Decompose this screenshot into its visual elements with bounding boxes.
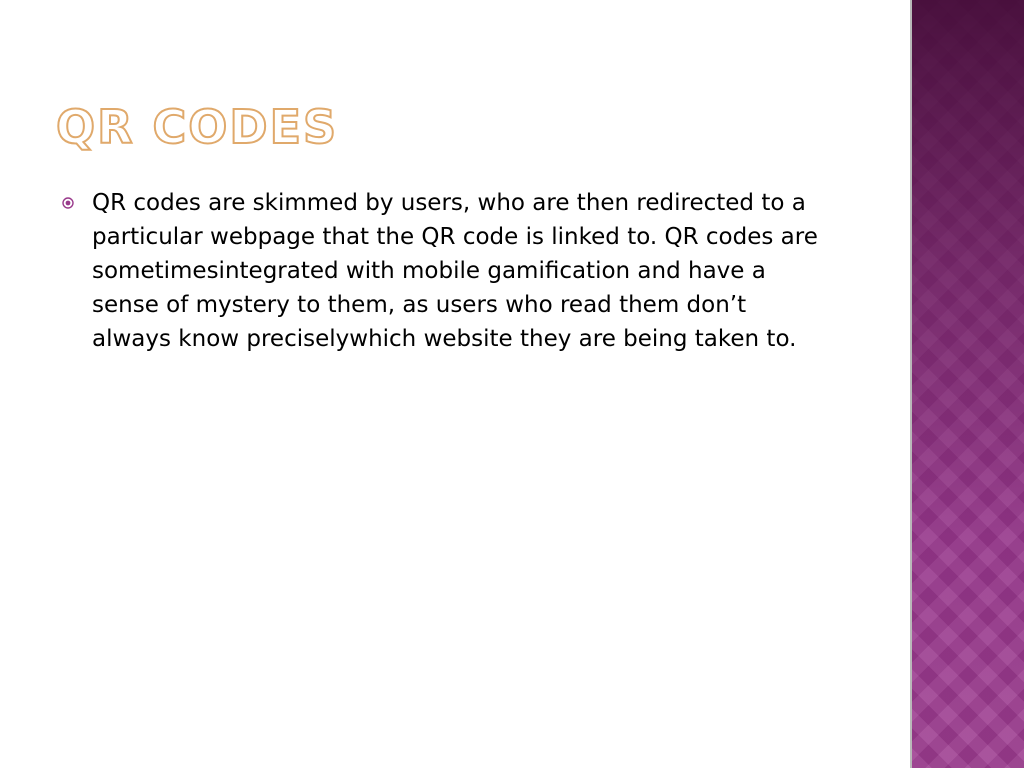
- bullet-item: [62, 186, 842, 356]
- slide-title: QR CODES: [56, 100, 339, 154]
- slide-body: [62, 186, 842, 356]
- circle-dot-icon: [62, 197, 74, 209]
- decorative-side-band: [912, 0, 1024, 768]
- bullet-text: QR codes are skimmed by users, who are then redirected to a particular webpage that the QR code is linked to. QR codes are sometimesintegrated with mobile gamification and have a sense of mystery to them, as users who read them don’t always know preciselywhich website they are being taken to.: [92, 190, 818, 352]
